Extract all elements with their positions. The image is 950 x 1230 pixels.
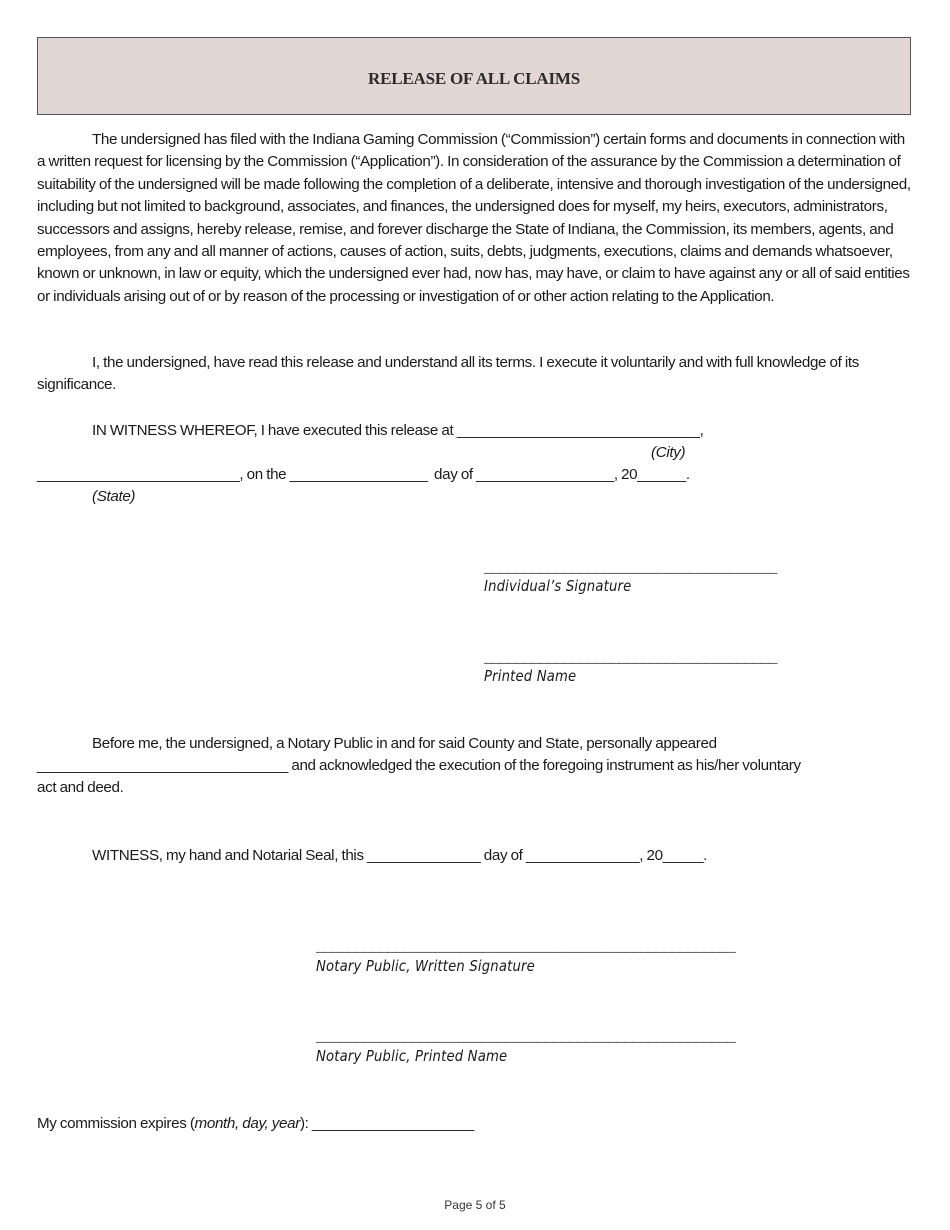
page-title: RELEASE OF ALL CLAIMS: [368, 69, 580, 88]
release-paragraph: [37, 129, 913, 308]
notary-paragraph-line-2: _______________________________ and acknowledged the execution of the foregoing instrument as his/her voluntary: [37, 757, 801, 774]
commission-expires-suffix: ): ____________________: [299, 1115, 474, 1132]
witness-line-1: IN WITNESS WHEREOF, I have executed this release at ______________________________,: [92, 422, 704, 439]
title-banner: [37, 37, 911, 115]
notary-signature-line: _____________________________________________________: [316, 939, 735, 956]
notary-paragraph-line-1: Before me, the undersigned, a Notary Public in and for said County and State, personally appeared: [92, 735, 717, 752]
notary-witness-line: WITNESS, my hand and Notarial Seal, this ______________ day of ______________, 20_____.: [92, 847, 708, 864]
notary-printed-name-line: _____________________________________________________: [316, 1029, 735, 1046]
individual-signature-line: _____________________________________: [484, 560, 777, 577]
commission-expires-line: [37, 1113, 474, 1135]
printed-name-label: Printed Name: [484, 667, 577, 685]
notary-paragraph-line-3: act and deed.: [37, 779, 124, 796]
page-number: Page 5 of 5: [444, 1198, 506, 1212]
acknowledgment-paragraph: [37, 352, 913, 397]
notary-signature-label: Notary Public, Written Signature: [316, 957, 535, 975]
printed-name-line: _____________________________________: [484, 650, 777, 667]
acknowledgment-paragraph-text: I, the undersigned, have read this release and understand all its terms. I execute it voluntarily and with full knowledge of its significance.: [37, 354, 859, 394]
commission-expires-date-hint: month, day, year: [194, 1115, 300, 1132]
city-label: (City): [651, 444, 686, 461]
release-paragraph-text: The undersigned has filed with the Indiana Gaming Commission (“Commission”) certain forms and documents in connection with a written request for licensing by the Commission (“Application”). In consideration of the assurance by the Commission a determination of suitability of the undersigned will be made following the completion of a deliberate, intensive and thorough investigation of the undersigned, including but not limited to background, associates, and finances, the undersigned does for myself, my heirs, executors, administrators, successors and assigns, hereby release, remise, and forever discharge the State of Indiana, the Commission, its members, agents, and employees, from any and all manner of actions, causes of action, suits, debts, judgments, executions, claims and demands whatsoever, known or unknown, in law or equity, which the undersigned ever had, now has, may have, or claim to have against any or all of said entities or individuals arising out of or by reason of the processing or investigation of or other action relating to the Application.: [37, 131, 911, 305]
notary-printed-name-label: Notary Public, Printed Name: [316, 1047, 508, 1065]
individual-signature-label: Individual’s Signature: [484, 577, 632, 595]
commission-expires-prefix: My commission expires (: [37, 1115, 195, 1132]
state-label: (State): [92, 488, 136, 505]
witness-line-2: _________________________, on the _________________ day of _________________, 20______.: [37, 466, 690, 483]
